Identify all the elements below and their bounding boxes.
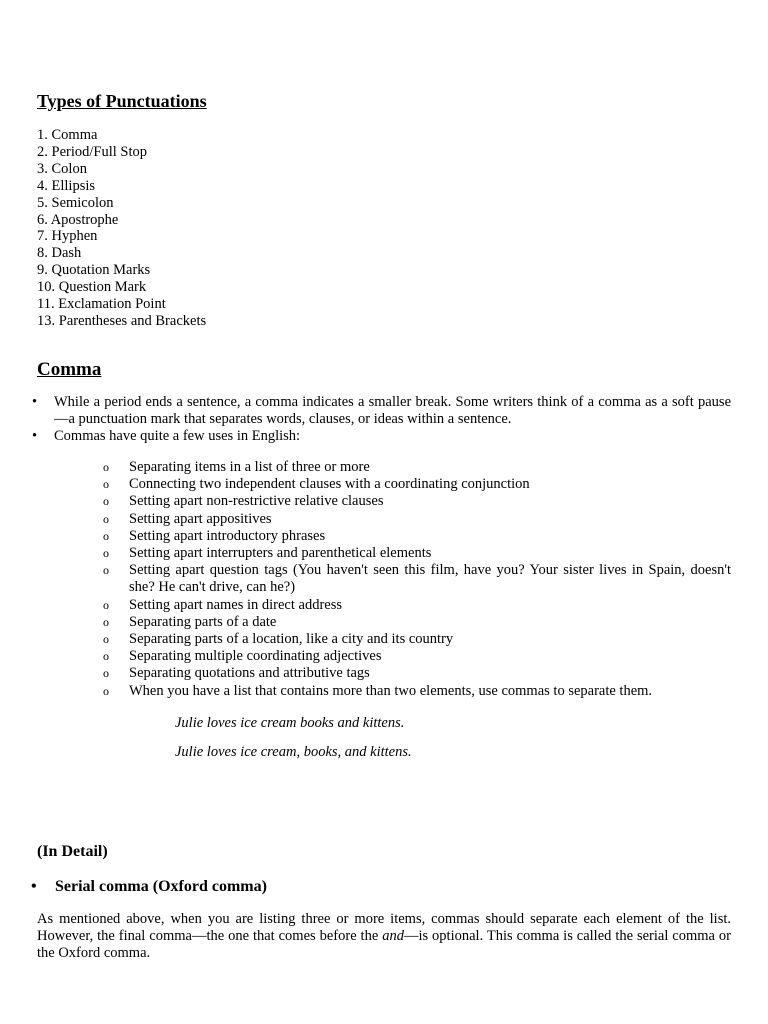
example-sentence: Julie loves ice cream, books, and kittens. bbox=[175, 744, 412, 760]
sub-list-item: o When you have a list that contains more than two elements, use commas to separate them. bbox=[103, 682, 653, 699]
circle-bullet-icon: o bbox=[103, 477, 109, 492]
bullet-icon: • bbox=[31, 878, 37, 895]
circle-bullet-icon: o bbox=[103, 666, 109, 681]
page-title: Types of Punctuations bbox=[37, 91, 207, 111]
sub-list-item: o Separating parts of a location, like a city and its country bbox=[103, 631, 454, 648]
bullet-item bbox=[32, 428, 731, 445]
circle-bullet-icon: o bbox=[103, 546, 109, 561]
list-item: 13. Parentheses and Brackets bbox=[37, 312, 207, 329]
list-item: 2. Period/Full Stop bbox=[37, 143, 147, 160]
circle-bullet-icon: o bbox=[103, 511, 109, 526]
list-item: 7. Hyphen bbox=[37, 228, 98, 245]
list-item: 1. Comma bbox=[37, 127, 98, 143]
circle-bullet-icon: o bbox=[103, 614, 109, 629]
serial-comma-heading-text: Serial comma (Oxford comma) bbox=[55, 878, 267, 895]
list-item: 5. Semicolon bbox=[37, 194, 114, 211]
sub-list-item: o Setting apart question tags (You haven't seen this film, have you? Your sister lives in Spain, doesn't she? He can't drive, can he?) bbox=[103, 562, 731, 596]
circle-bullet-icon: o bbox=[103, 494, 109, 509]
circle-bullet-icon: o bbox=[103, 563, 109, 578]
sub-list-item: o Setting apart interrupters and parenthetical elements bbox=[103, 545, 432, 562]
circle-bullet-icon: o bbox=[103, 528, 109, 543]
serial-comma-heading bbox=[31, 878, 267, 896]
list-item: 10. Question Mark bbox=[37, 279, 147, 296]
circle-bullet-icon: o bbox=[103, 649, 109, 664]
comma-uses-list bbox=[103, 459, 731, 700]
comma-bullet-list bbox=[32, 394, 731, 445]
sub-list-item: o Separating items in a list of three or more bbox=[103, 459, 370, 475]
bullet-text: While a period ends a sentence, a comma indicates a smaller break. Some writers think of a comma as a soft pause—a punctuation mark that separates words, clauses, or ideas within a sentence. bbox=[54, 394, 731, 427]
bullet-icon: • bbox=[32, 394, 38, 410]
list-item: 4. Ellipsis bbox=[37, 177, 96, 194]
circle-bullet-icon: o bbox=[103, 597, 109, 612]
circle-bullet-icon: o bbox=[103, 632, 109, 647]
list-item: 6. Apostrophe bbox=[37, 211, 119, 228]
circle-bullet-icon: o bbox=[103, 460, 109, 474]
sub-list-item: o Connecting two independent clauses with a coordinating conjunction bbox=[103, 476, 530, 493]
bullet-text: Commas have quite a few uses in English: bbox=[54, 428, 301, 444]
list-item: 8. Dash bbox=[37, 245, 82, 262]
sub-list-item: o Setting apart introductory phrases bbox=[103, 527, 326, 544]
list-item: 11. Exclamation Point bbox=[37, 296, 166, 313]
circle-bullet-icon: o bbox=[103, 683, 109, 698]
punctuation-types-list bbox=[37, 127, 206, 330]
sub-list-item: o Setting apart appositives bbox=[103, 510, 272, 527]
list-item: 3. Colon bbox=[37, 160, 87, 177]
list-item: 9. Quotation Marks bbox=[37, 262, 151, 279]
bullet-item bbox=[32, 394, 731, 428]
sub-list-item: o Separating multiple coordinating adjectives bbox=[103, 648, 382, 665]
sub-list-item: o Setting apart names in direct address bbox=[103, 596, 343, 613]
serial-comma-paragraph: As mentioned above, when you are listing three or more items, commas should separate each element of the list. However, the final comma—the one that comes before the and—is optional. This comma is called the serial comma or the Oxford comma. bbox=[37, 911, 731, 961]
sub-list-item: o Setting apart non-restrictive relative clauses bbox=[103, 493, 384, 510]
sub-list-item: o Separating parts of a date bbox=[103, 613, 277, 630]
example-sentence: Julie loves ice cream books and kittens. bbox=[175, 715, 405, 731]
bullet-icon: • bbox=[32, 428, 38, 444]
sub-list-item: o Separating quotations and attributive tags bbox=[103, 665, 370, 682]
comma-heading: Comma bbox=[37, 359, 102, 380]
detail-heading: (In Detail) bbox=[37, 843, 108, 860]
